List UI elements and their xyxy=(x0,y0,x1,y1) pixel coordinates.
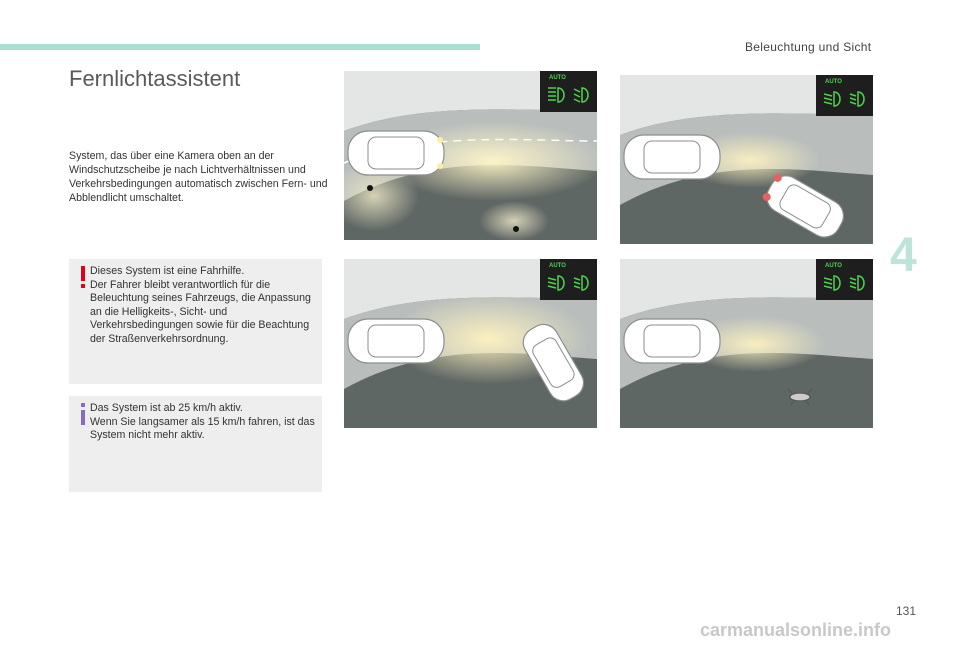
illustration-lit-area xyxy=(620,259,873,428)
auto-lamp-indicator xyxy=(816,75,873,116)
chapter-number: 4 xyxy=(890,229,917,282)
low-beam-icon xyxy=(822,89,868,109)
header-accent-bar xyxy=(0,44,480,50)
high-beam-icon xyxy=(546,85,592,105)
info-icon xyxy=(77,402,89,426)
illustration-high-beam-open-road xyxy=(344,71,597,240)
section-title: Beleuchtung und Sicht xyxy=(745,40,872,54)
info-text: Das System ist ab 25 km/h aktiv. Wenn Sie langsamer als 15 km/h fahren, ist das System nicht mehr aktiv. xyxy=(90,402,315,441)
illustration-vehicle-ahead xyxy=(344,259,597,428)
watermark: carmanualsonline.info xyxy=(700,620,892,640)
indicator-label: AUTO xyxy=(825,79,842,85)
indicator-label: AUTO xyxy=(825,263,842,269)
warning-text: Dieses System ist eine Fahrhilfe. Der Fahrer bleibt verantwortlich für die Beleuchtung seines Fahrzeugs, die Anpassung an die Helligkeits-, Sicht- und Verkehrsbedingungen sowie für die Beachtung der Straßenverkehrsordnung. xyxy=(90,265,311,345)
page-number: 131 xyxy=(896,604,917,618)
illustration-oncoming-vehicle xyxy=(620,75,873,244)
indicator-label: AUTO xyxy=(549,263,566,269)
indicator-label: AUTO xyxy=(549,75,566,81)
warning-box xyxy=(69,259,322,384)
auto-lamp-indicator xyxy=(540,259,597,300)
low-beam-icon xyxy=(546,273,592,293)
auto-lamp-indicator xyxy=(816,259,873,300)
low-beam-icon xyxy=(822,273,868,293)
exclamation-icon xyxy=(77,265,89,289)
intro-paragraph: System, das über eine Kamera oben an der Windschutzscheibe je nach Lichtverhältnissen und Verkehrsbedingungen automatisch zwischen Fern- und Abblendlicht umschaltet. xyxy=(69,150,328,204)
auto-lamp-indicator xyxy=(540,71,597,112)
page-title: Fernlichtassistent xyxy=(69,66,241,91)
info-box xyxy=(69,396,322,492)
